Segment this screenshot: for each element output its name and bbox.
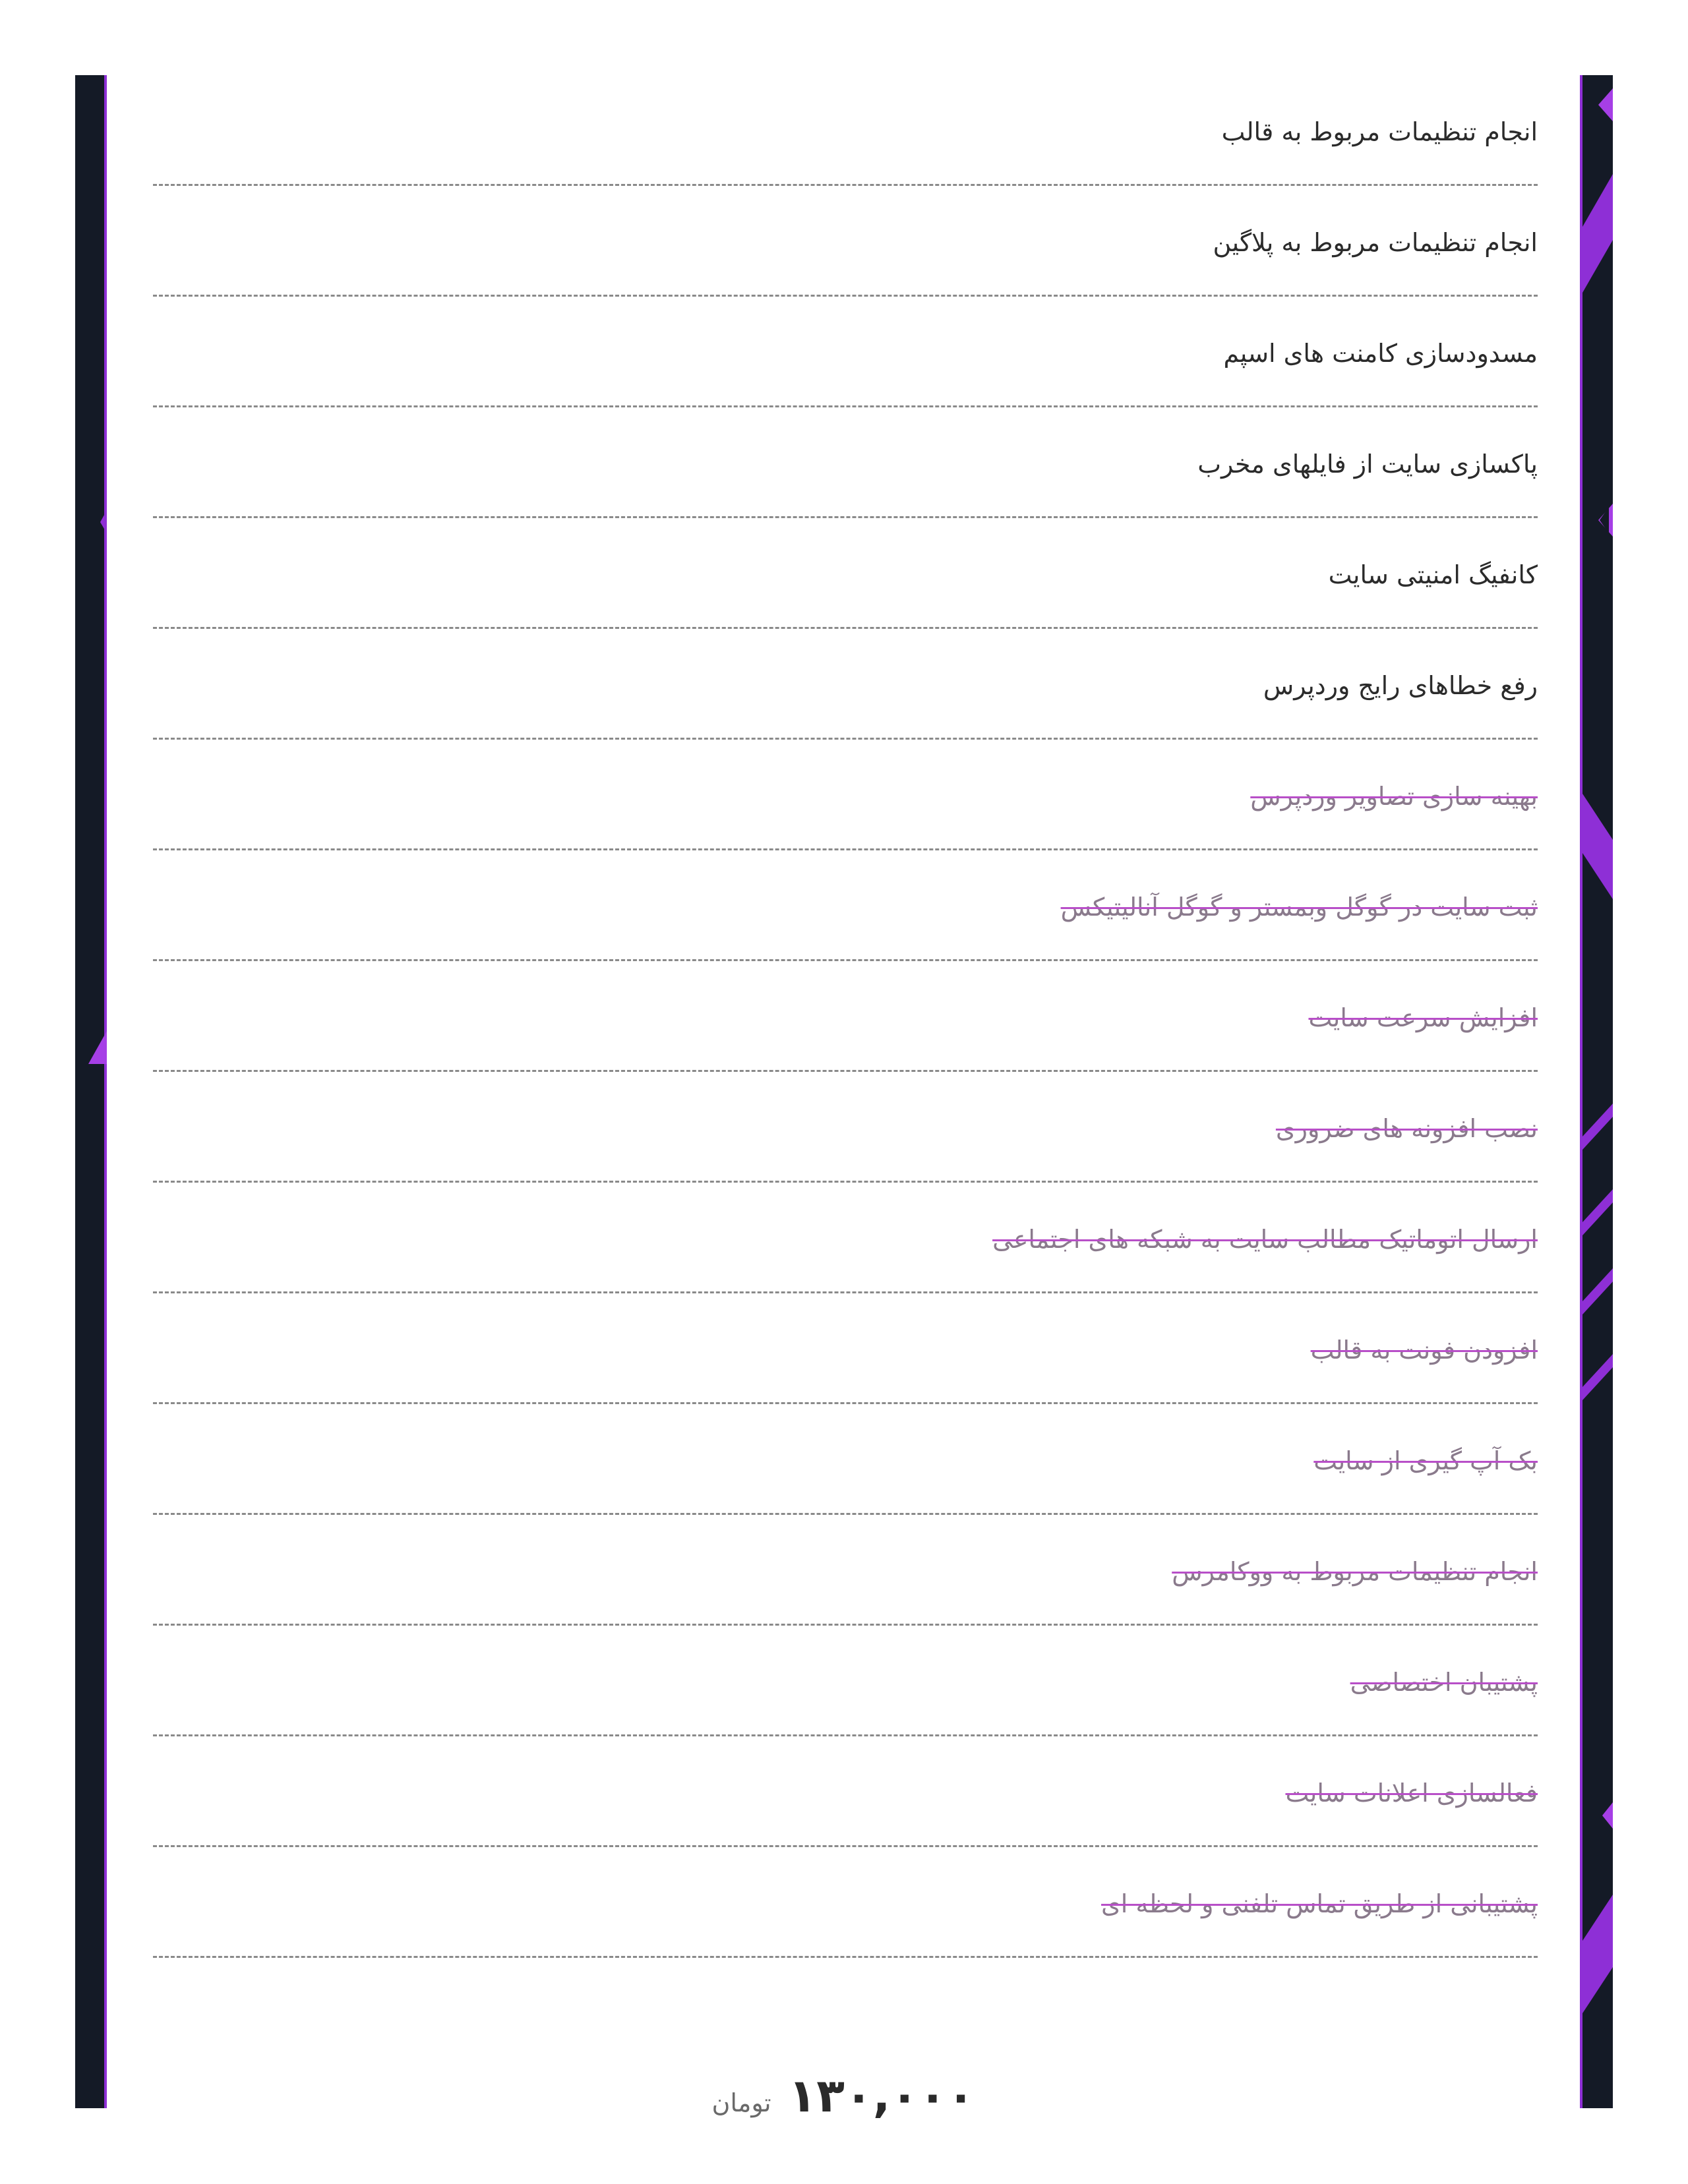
feature-label-excluded: پشتیبان اختصاصی xyxy=(1350,1667,1538,1697)
price-row xyxy=(107,2069,1580,2123)
feature-item xyxy=(153,297,1538,407)
price-amount: ۱۳۰,۰۰۰ xyxy=(788,2069,975,2123)
feature-item xyxy=(153,629,1538,740)
feature-label-excluded: انجام تنظیمات مربوط به ووکامرس xyxy=(1172,1556,1538,1586)
feature-item xyxy=(153,186,1538,297)
price-currency: تومان xyxy=(711,2088,771,2117)
feature-label-included: انجام تنظیمات مربوط به پلاگین xyxy=(1213,227,1538,257)
feature-label-excluded: ثبت سایت در گوگل وبمستر و گوگل آنالیتیکس xyxy=(1060,892,1538,922)
feature-label-excluded: نصب افزونه های ضروری xyxy=(1275,1113,1538,1143)
feature-label-included: رفع خطاهای رایج وردپرس xyxy=(1263,670,1538,700)
feature-label-included: انجام تنظیمات مربوط به قالب xyxy=(1221,117,1538,146)
pricing-card xyxy=(107,75,1580,2123)
feature-item xyxy=(153,850,1538,961)
feature-label-included: کانفیگ امنیتی سایت xyxy=(1328,560,1538,589)
feature-item xyxy=(153,961,1538,1072)
feature-label-excluded: ارسال اتوماتیک مطالب سایت به شبکه های اجتماعی xyxy=(992,1224,1538,1254)
feature-label-excluded: افزودن فونت به قالب xyxy=(1310,1335,1538,1365)
right-frame-pattern xyxy=(1580,75,1613,2108)
feature-list xyxy=(153,75,1538,1958)
feature-item xyxy=(153,407,1538,518)
feature-item xyxy=(153,1183,1538,1293)
feature-item xyxy=(153,1515,1538,1626)
feature-label-included: مسدودسازی کامنت های اسپم xyxy=(1223,338,1538,368)
feature-item xyxy=(153,1736,1538,1847)
feature-label-excluded: فعالسازی اعلانات سایت xyxy=(1285,1778,1538,1808)
feature-item xyxy=(153,1404,1538,1515)
feature-item xyxy=(153,1847,1538,1958)
feature-label-excluded: افزایش سرعت سایت xyxy=(1308,1003,1538,1032)
feature-item xyxy=(153,740,1538,850)
feature-item xyxy=(153,1072,1538,1183)
feature-label-included: پاکسازی سایت از فایلهای مخرب xyxy=(1197,449,1538,479)
feature-item xyxy=(153,518,1538,629)
feature-item xyxy=(153,75,1538,186)
feature-label-excluded: بک آپ گیری از سایت xyxy=(1313,1446,1538,1475)
feature-item xyxy=(153,1293,1538,1404)
left-frame-pattern xyxy=(75,75,107,2108)
feature-item xyxy=(153,1626,1538,1736)
feature-label-excluded: پشتیبانی از طریق تماس تلفنی و لحظه ای xyxy=(1101,1889,1538,1918)
feature-label-excluded: بهینه سازی تصاویر وردپرس xyxy=(1250,781,1538,811)
right-decorative-frame xyxy=(1580,75,1613,2108)
left-decorative-frame xyxy=(75,75,107,2108)
